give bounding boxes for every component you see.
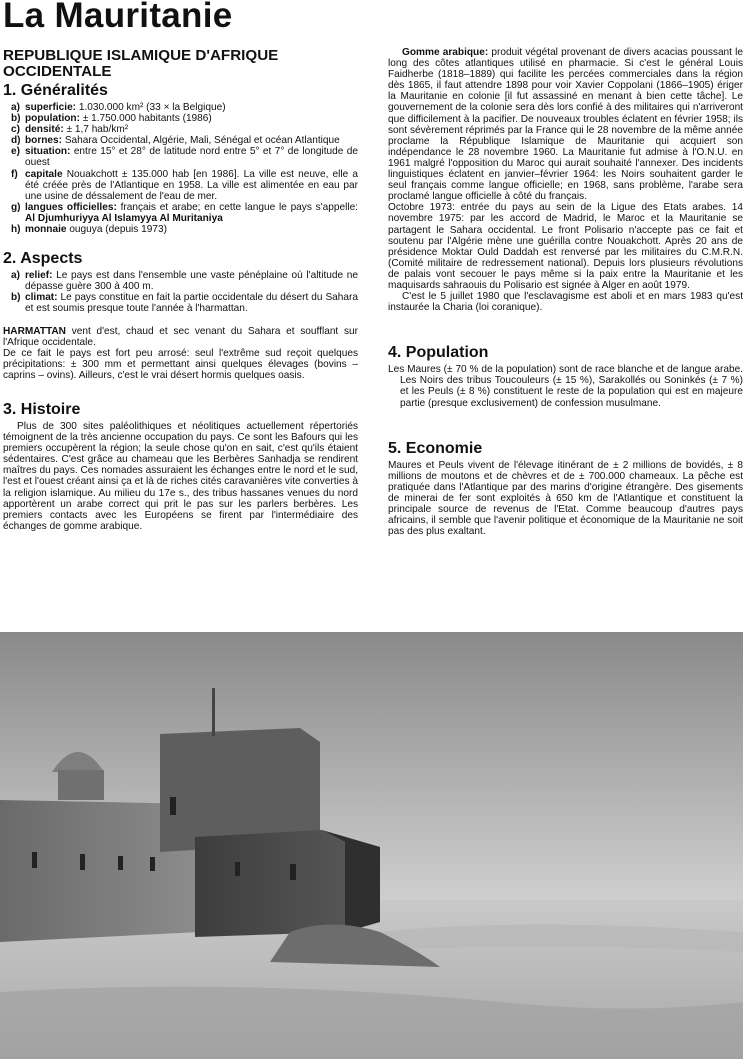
list-item: a) relief: Le pays est dans l'ensemble une vaste pénéplaine où l'altitude ne dépasse guère 300 à 400 m. (11, 270, 358, 293)
section-heading-population: 4. Population (388, 344, 489, 362)
section-heading-histoire: 3. Histoire (3, 400, 81, 418)
desert-fort-photo (0, 632, 743, 1059)
aspects-list (3, 270, 358, 314)
list-item: b) climat: Le pays constitue en fait la partie occidentale du désert du Sahara et est soumis presque toute l'année à l'harmattan. (11, 292, 358, 315)
section-heading-economie: 5. Economie (388, 439, 483, 457)
harmattan-paragraph: HARMATTAN vent d'est, chaud et sec venant du Sahara et soufflant sur l'Afrique occidentale. (3, 325, 358, 348)
list-item: h) monnaie ouguya (depuis 1973) (11, 224, 167, 236)
histoire-paragraph: Plus de 300 sites paléolithiques et néolitiques actuellement répertoriés témoignent de la très ancienne occupation du pays. Ce sont les Bafours qui les premiers occupèrent la région; la seule chose qu'on en sait, c'est qu'ils étaient sédentaires. C'est grâce au chameau que les Berbères Sanhadja se rendirent maîtres du pays. Ces nomades assuraient les échanges entre le nord et le sud, l'est et l'ouest créant ainsi ça et là de riches cités caravanières vite converties à la religion islamique. Au milieu du 17e s., des tribus hassanes venues du nord apportèrent un arabe correct qui prit le pas sur les parlers berbères. Les premiers contacts avec les Européens se firent par l'intermédiaire des échanges de gomme arabique. (3, 420, 358, 532)
economie-paragraph: Maures et Peuls vivent de l'élevage itinérant de ± 2 millions de bovidés, ± 8 millions de moutons et de chèvres et de ± 700.000 chameaux. La pêche est pratiquée dans l'Atlantique par des marins d'origine étrangère. Des gisements de minerai de fer sont exploités à 650 km de l'Atlantique et constituent la principale source de revenus de l'Etat. Comme beaucoup d'autres pays africains, il semble que l'avenir politique et économique de la Mauritanie ne soit pas des plus exaltant. (388, 459, 743, 538)
rain-paragraph: De ce fait le pays est fort peu arrosé: seul l'extrême sud reçoit quelques précipitations: ± 300 mm et permettant ainsi quelques élevages (bovins – caprins – ovins). Ailleurs, c'est le vrai désert hormis quelques oasis. (3, 347, 358, 381)
esclavage-paragraph: C'est le 5 juillet 1980 que l'esclavagisme est aboli et en mars 1983 qu'est instaurée la Charia (loi coranique). (388, 291, 743, 314)
list-item: c) densité: ± 1,7 hab/km² (11, 124, 129, 136)
generalites-list (3, 102, 358, 235)
chronology-paragraph: Octobre 1973: entrée du pays au sein de la Ligue des Etats arabes. 14 novembre 1975: par les accord de Madrid, le Maroc et la Mauritanie se partagent le Sahara occidental. Le front Polisario n'accepte pas ce fait et soutenu par l'Algérie mène une guérilla contre Nouakchott. Après 20 ans de présidence Moktar Ould Daddah est renversé par les militaires du C.M.R.N. (Comité militaire de redressement national). Depuis lors plusieurs révolutions de palais vont secouer le pays même si la paix entre la Mauritanie et les maquisards sahraouis du Polisario est signée à Alger en août 1979. (388, 202, 743, 291)
list-item: d) bornes: Sahara Occidental, Algérie, Mali, Sénégal et océan Atlantique (11, 135, 340, 147)
page-title: La Mauritanie (3, 0, 233, 35)
left-column (3, 48, 358, 532)
section-heading-generalites: 1. Généralités (3, 82, 108, 99)
right-column (388, 47, 743, 537)
fort-illustration (0, 632, 743, 1059)
list-item: a) superficie: 1.030.000 km² (33 × la Belgique) (11, 102, 226, 113)
list-item: g) langues officielles: français et arabe; en cette langue le pays s'appelle: Al Djumhuriyya Al Islamyya Al Muritaniya (11, 201, 358, 224)
list-item: b) population: ± 1.750.000 habitants (1986) (11, 113, 212, 125)
country-subtitle: REPUBLIQUE ISLAMIQUE D'AFRIQUE OCCIDENTALE (3, 47, 279, 80)
population-paragraph: Les Maures (± 70 % de la population) sont de race blanche et de langue arabe. Les Noirs des tribus Toucouleurs (± 15 %), Sarakollés ou Soninkés (± 7 %) et les Peuls (± 8 %) constituent le reste de la population qui est en majeure partie (presque exclusivement) de confession musulmane. (388, 364, 743, 409)
list-item: e) situation: entre 15° et 28° de latitude nord entre 5° et 7° de longitude de ouest (11, 146, 358, 169)
list-item: f) capitale Nouakchott ± 135.000 hab [en 1986]. La ville est neuve, elle a été créée près de l'Atlantique en 1958. La ville est alimentée en eau par une usine de déssalement de l'eau de mer. (11, 168, 358, 202)
gomme-paragraph: Gomme arabique: produit végétal provenant de divers acacias poussant le long des côtes atlantiques utilisé en pharmacie. Si c'est le général Louis Faidherbe (1818–1889) qui facilite les percées commerciales dans la région dès 1865, il faut attendre 1898 pour voir Xavier Coppolani (1866–1905) ériger la Mauritanie en colonie [il fut assassiné en menant à bien cette tâche]. Le gouvernement de la colonie sera dès lors confié à des militaires qui n'arriveront que difficilement à la pacifier. De nouveaux troubles éclatent en février 1958; ils sont sévèrement réprimés par la France qui le 28 novembre de la même année proclame la République Islamique de Mauritanie qui acquiert son indépendance le 28 novembre 1960. La Mauritanie fut admise à l'O.N.U. en 1961 malgré l'opposition du Maroc qui aurait souhaité l'annexer. Des incidents linguistiques éclatent en janvier–février 1964: les Noirs souhaitent garder le seul français comme langue officielle; en 1968, sans problème, l'arabe sera proclamé langue officielle à côté du français. (388, 47, 743, 203)
section-heading-aspects: 2. Aspects (3, 250, 83, 268)
